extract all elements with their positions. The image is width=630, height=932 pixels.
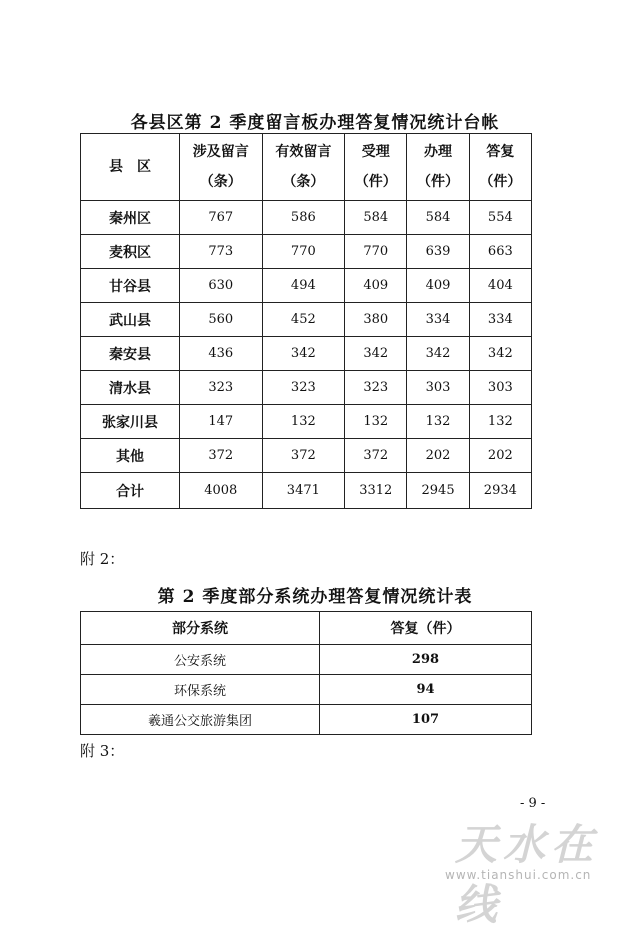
cell-value: 584 xyxy=(345,201,407,235)
cell-value: 560 xyxy=(180,303,263,337)
cell-value: 584 xyxy=(407,201,469,235)
cell-value: 773 xyxy=(180,235,263,269)
cell-value: 202 xyxy=(407,439,469,473)
cell-value: 342 xyxy=(262,337,345,371)
header-accepted: 受理 （件） xyxy=(345,134,407,201)
header-system: 部分系统 xyxy=(81,612,320,645)
annex3-label: 附 3： xyxy=(80,742,125,760)
cell-value: 107 xyxy=(320,705,532,735)
cell-value: 323 xyxy=(262,371,345,405)
cell-county: 合计 xyxy=(81,473,180,509)
cell-value: 404 xyxy=(469,269,531,303)
table-row xyxy=(81,235,532,269)
header-handled: 办理 （件） xyxy=(407,134,469,201)
system-statistics-table xyxy=(80,611,532,735)
cell-value: 323 xyxy=(345,371,407,405)
cell-value: 436 xyxy=(180,337,263,371)
cell-value: 663 xyxy=(469,235,531,269)
cell-value: 767 xyxy=(180,201,263,235)
table-row xyxy=(81,337,532,371)
table-row xyxy=(81,201,532,235)
cell-value: 334 xyxy=(407,303,469,337)
cell-value: 630 xyxy=(180,269,263,303)
cell-value: 380 xyxy=(345,303,407,337)
cell-value: 372 xyxy=(180,439,263,473)
cell-value: 3471 xyxy=(262,473,345,509)
cell-value: 202 xyxy=(469,439,531,473)
table-row xyxy=(81,303,532,337)
cell-county: 秦安县 xyxy=(81,337,180,371)
table-row xyxy=(81,675,532,705)
cell-county: 麦积区 xyxy=(81,235,180,269)
cell-value: 770 xyxy=(262,235,345,269)
header-replied: 答复 （件） xyxy=(469,134,531,201)
total-row xyxy=(81,473,532,509)
table-row xyxy=(81,705,532,735)
cell-value: 342 xyxy=(469,337,531,371)
cell-value: 132 xyxy=(469,405,531,439)
annex2-label: 附 2： xyxy=(80,550,125,568)
header-county: 县 区 xyxy=(81,134,180,201)
cell-value: 372 xyxy=(262,439,345,473)
cell-value: 452 xyxy=(262,303,345,337)
cell-value: 409 xyxy=(407,269,469,303)
cell-value: 586 xyxy=(262,201,345,235)
table-row xyxy=(81,405,532,439)
watermark-logo: 天水在线 xyxy=(455,820,600,929)
cell-value: 770 xyxy=(345,235,407,269)
cell-value: 132 xyxy=(345,405,407,439)
cell-value: 554 xyxy=(469,201,531,235)
page-number: - 9 - xyxy=(520,796,546,811)
cell-value: 2945 xyxy=(407,473,469,509)
cell-county: 清水县 xyxy=(81,371,180,405)
cell-county: 张家川县 xyxy=(81,405,180,439)
header-involved-messages: 涉及留言 （条） xyxy=(180,134,263,201)
cell-county: 秦州区 xyxy=(81,201,180,235)
table2-title: 第 2 季度部分系统办理答复情况统计表 xyxy=(157,587,473,607)
cell-system: 公安系统 xyxy=(81,645,320,675)
cell-value: 323 xyxy=(180,371,263,405)
table-header-row xyxy=(81,134,532,201)
cell-county: 甘谷县 xyxy=(81,269,180,303)
cell-value: 147 xyxy=(180,405,263,439)
table-row xyxy=(81,645,532,675)
cell-value: 639 xyxy=(407,235,469,269)
table-row xyxy=(81,371,532,405)
cell-value: 334 xyxy=(469,303,531,337)
table-row xyxy=(81,269,532,303)
cell-value: 2934 xyxy=(469,473,531,509)
cell-value: 303 xyxy=(407,371,469,405)
cell-value: 298 xyxy=(320,645,532,675)
cell-value: 4008 xyxy=(180,473,263,509)
cell-value: 94 xyxy=(320,675,532,705)
cell-value: 342 xyxy=(345,337,407,371)
cell-value: 342 xyxy=(407,337,469,371)
cell-value: 494 xyxy=(262,269,345,303)
watermark-url: www.tianshui.com.cn xyxy=(445,868,592,882)
cell-county: 其他 xyxy=(81,439,180,473)
table-row xyxy=(81,439,532,473)
table-header-row xyxy=(81,612,532,645)
cell-value: 409 xyxy=(345,269,407,303)
header-valid-messages: 有效留言 （条） xyxy=(262,134,345,201)
cell-system: 羲通公交旅游集团 xyxy=(81,705,320,735)
cell-system: 环保系统 xyxy=(81,675,320,705)
cell-county: 武山县 xyxy=(81,303,180,337)
cell-value: 303 xyxy=(469,371,531,405)
cell-value: 132 xyxy=(407,405,469,439)
cell-value: 372 xyxy=(345,439,407,473)
cell-value: 132 xyxy=(262,405,345,439)
header-replied: 答复（件） xyxy=(320,612,532,645)
county-statistics-table xyxy=(80,133,532,509)
cell-value: 3312 xyxy=(345,473,407,509)
table1-title: 各县区第 2 季度留言板办理答复情况统计台帐 xyxy=(130,113,500,133)
